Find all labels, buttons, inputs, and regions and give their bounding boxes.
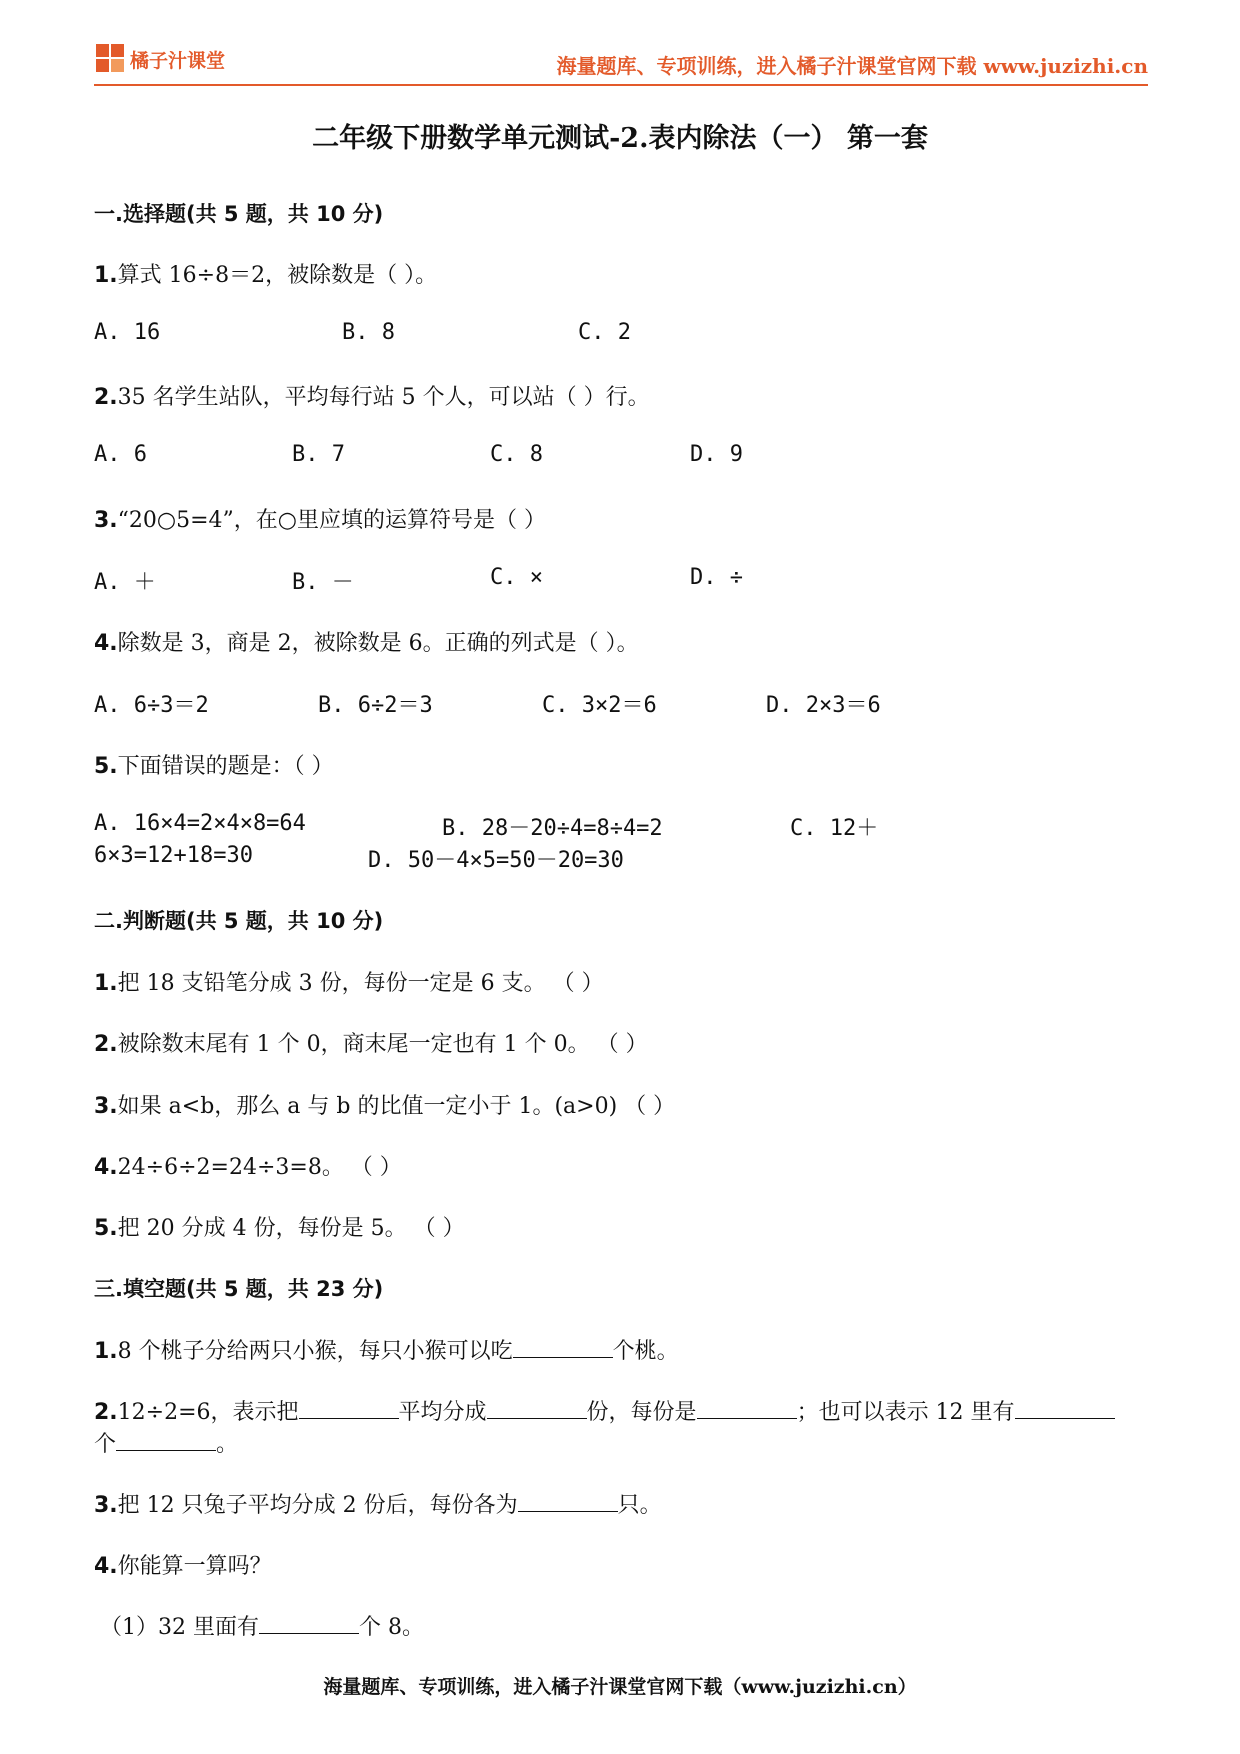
question-number: 1. [94, 1339, 118, 1364]
page-title: 二年级下册数学单元测试-2.表内除法（一） 第一套 [312, 123, 928, 154]
question-3-4 [94, 1549, 272, 1580]
question-number: 2. [94, 1032, 118, 1057]
question-number: 4. [94, 631, 118, 656]
answer-blank[interactable] [487, 1398, 587, 1419]
header-tagline: 海量题库、专项训练，进入橘子汁课堂官网下载 www.juzizhi.cn [556, 54, 1148, 78]
option-c: C. 8 [490, 442, 543, 467]
question-text: 除数是 3，商是 2，被除数是 6。正确的列式是（ ）。 [117, 631, 639, 656]
question-3-2 [94, 1395, 1115, 1426]
question-text: 把 18 支铅笔分成 3 份，每份一定是 6 支。 （ ） [117, 971, 604, 996]
question-2-1 [94, 966, 604, 997]
question-text: “20○5=4”，在○里应填的运算符号是（ ） [117, 508, 546, 533]
question-1-4 [94, 626, 639, 657]
question-3-3 [94, 1488, 662, 1519]
option-d: D. 50－4×5=50－20=30 [368, 848, 624, 873]
option-c: C. 2 [578, 320, 631, 345]
section-heading-choice: 一.选择题(共 5 题，共 10 分) [94, 202, 384, 226]
question-1-5 [94, 749, 334, 780]
question-text: 份，每份是 [586, 1400, 697, 1425]
question-number: 2. [94, 1400, 118, 1425]
option-a: A. 6÷3＝2 [94, 693, 209, 718]
option-c: C. 3×2＝6 [542, 693, 657, 718]
footer-text: 海量题库、专项训练，进入橘子汁课堂官网下载（www.juzizhi.cn） [323, 1676, 917, 1698]
option-a: A. ＋ [94, 570, 156, 595]
option-b: B. 7 [292, 442, 345, 467]
question-text: 个桃。 [612, 1339, 679, 1364]
option-a: A. 16×4=2×4×8=64 [94, 811, 306, 836]
question-3-2-continued [94, 1427, 238, 1458]
question-text: 12÷2=6，表示把 [117, 1400, 299, 1425]
question-2-2 [94, 1027, 648, 1058]
question-number: 4. [94, 1155, 118, 1180]
option-c-continued: 6×3=12+18=30 [94, 843, 253, 868]
question-number: 3. [94, 1493, 118, 1518]
answer-blank[interactable] [1015, 1398, 1115, 1419]
logo-text: 橘子汁课堂 [130, 50, 226, 72]
question-3-4-sub-1 [100, 1610, 424, 1641]
option-a: A. 6 [94, 442, 147, 467]
question-2-3 [94, 1089, 675, 1120]
answer-blank[interactable] [259, 1613, 359, 1634]
answer-blank[interactable] [518, 1491, 618, 1512]
question-number: 4. [94, 1554, 118, 1579]
option-d: D. 2×3＝6 [766, 693, 881, 718]
question-text: 下面错误的题是：（ ） [117, 754, 334, 779]
question-text: 把 20 分成 4 份，每份是 5。 （ ） [117, 1216, 465, 1241]
question-text: 个 [94, 1432, 117, 1457]
question-3-1 [94, 1334, 679, 1365]
option-c: C. × [490, 565, 543, 590]
question-text: 35 名学生站队，平均每行站 5 个人，可以站（ ）行。 [117, 385, 650, 410]
question-number: 3. [94, 508, 118, 533]
section-heading-fill-in: 三.填空题(共 5 题，共 23 分) [94, 1277, 384, 1301]
question-text: 8 个桃子分给两只小猴，每只小猴可以吃 [117, 1339, 513, 1364]
question-number: 5. [94, 754, 118, 779]
answer-blank[interactable] [697, 1398, 797, 1419]
question-text: 平均分成 [398, 1400, 487, 1425]
question-text: 如果 a<b，那么 a 与 b 的比值一定小于 1。(a>0) （ ） [117, 1094, 676, 1119]
option-b: B. 28－20÷4=8÷4=2 [442, 816, 663, 841]
question-number: 5. [94, 1216, 118, 1241]
option-d: D. 9 [690, 442, 743, 467]
answer-blank[interactable] [513, 1337, 613, 1358]
option-b: B. 8 [342, 320, 395, 345]
question-text: 个 8。 [359, 1615, 424, 1640]
question-text: ；也可以表示 12 里有 [796, 1400, 1015, 1425]
question-text: 24÷6÷2=24÷3=8。 （ ） [117, 1155, 402, 1180]
option-c: C. 12＋ [790, 816, 879, 841]
answer-blank[interactable] [299, 1398, 399, 1419]
answer-blank[interactable] [116, 1430, 216, 1451]
logo-icon [96, 44, 124, 72]
question-number: 3. [94, 1094, 118, 1119]
question-1-3 [94, 503, 546, 534]
question-text: 你能算一算吗？ [117, 1554, 272, 1579]
question-number: 2. [94, 385, 118, 410]
question-1-1 [94, 258, 437, 289]
question-text: 被除数末尾有 1 个 0，商末尾一定也有 1 个 0。 （ ） [117, 1032, 648, 1057]
option-b: B. 6÷2＝3 [318, 693, 433, 718]
header-divider [94, 84, 1148, 86]
option-b: B. － [292, 570, 354, 595]
option-d: D. ÷ [690, 565, 743, 590]
question-text: 把 12 只兔子平均分成 2 份后，每份各为 [117, 1493, 518, 1518]
option-a: A. 16 [94, 320, 161, 345]
question-text: （1）32 里面有 [100, 1615, 259, 1640]
question-text: 算式 16÷8＝2，被除数是（ ）。 [117, 263, 438, 288]
question-text: 。 [216, 1432, 239, 1457]
question-number: 1. [94, 971, 118, 996]
question-text: 只。 [617, 1493, 662, 1518]
question-number: 1. [94, 263, 118, 288]
question-2-4 [94, 1150, 402, 1181]
section-heading-judgement: 二.判断题(共 5 题，共 10 分) [94, 909, 384, 933]
question-2-5 [94, 1211, 465, 1242]
question-1-2 [94, 380, 650, 411]
